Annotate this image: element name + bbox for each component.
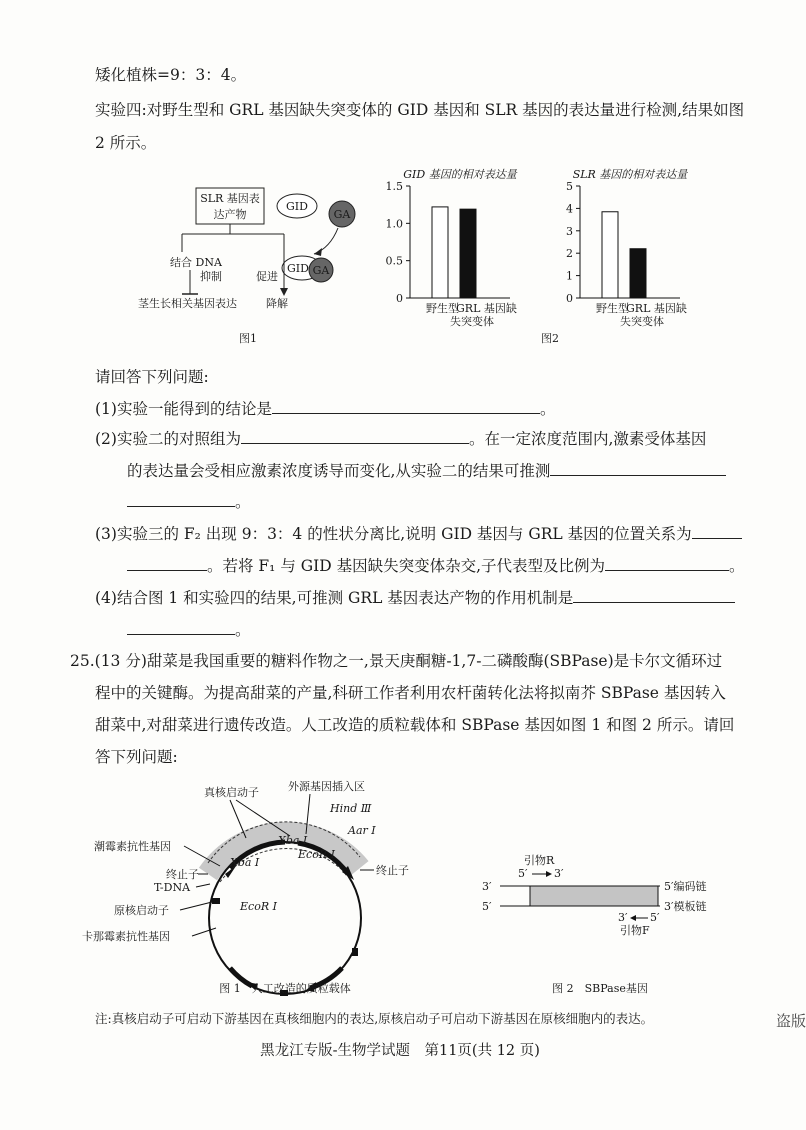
q1-text: (1)实验一能得到的结论是 [95,400,272,418]
q25-line-3: 甜菜中,对甜菜进行遗传改造。人工改造的质粒载体和 SBPase 基因如图 1 和图 2 所示。请回 [95,716,735,734]
chart-1-x-label-2: 失突变体 [620,315,664,328]
tdna-label: T-DNA [154,881,191,894]
ga-complex-label: GA [312,264,330,277]
q2-period: 。 [235,493,251,511]
template-strand-label: 3′模板链 [664,900,707,913]
q4-period: 。 [235,621,251,639]
q3-blank-2 [127,554,207,571]
gid-complex-label: GID [287,262,309,275]
q3-blank-1 [692,522,742,539]
caption-fig1: 图1 [239,332,257,345]
q1-line [95,397,555,420]
coding-strand-label: 5′编码链 [664,880,707,893]
slr-box-label-1: SLR 基因表 [200,192,260,205]
q2-text-b: 。在一定浓度范围内,激素受体基因 [468,430,707,448]
chart-0-x-label-0: 野生型 [426,302,459,315]
left-5p: 5′ [482,900,492,913]
xba-outer-label: Xba Ⅰ [230,856,260,869]
sbpase-gene-box [530,886,658,906]
q25-line-4: 答下列问题: [95,748,178,766]
inhibit-label: 抑制 [200,270,222,283]
q4-line-2 [127,618,251,641]
q4-blank-2 [127,618,235,635]
ga-label: GA [333,208,351,221]
chart-1-ytick-label: 5 [566,180,573,193]
note-line: 注:真核启动子可启动下游基因在真核细胞内的表达,原核启动子可启动下游基因在原核细胞内的表达。 [95,1011,654,1026]
pro-promoter-label: 原核启动子 [114,904,169,917]
figure-1-top [130,182,400,347]
q3-period: 。 [729,557,745,575]
promote-label: 促进 [256,270,278,283]
hyg-label: 潮霉素抗性基因 [94,840,171,853]
text-line-2: 实验四:对野生型和 GRL 基因缺失突变体的 GID 基因和 SLR 基因的表达量进行检测,结果如图 [95,101,745,119]
chart-0-bar-0 [432,207,448,298]
chart-0-x-label-2: 失突变体 [450,315,494,328]
left-3p: 3′ [482,880,492,893]
primer-f-3p: 3′ [618,911,628,924]
target-gene-label: 茎生长相关基因表达 [138,297,237,310]
ecor-inner-label: EcoR Ⅰ [298,848,335,861]
q2-line-2 [127,459,726,482]
q2-blank-1 [241,427,469,444]
xba-inner-label: Xba Ⅰ [278,834,308,847]
terminator-right-label: 终止子 [376,864,409,877]
kan-label: 卡那霉素抗性基因 [82,930,170,943]
primer-r-label: 引物R [524,854,555,867]
q4-text: (4)结合图 1 和实验四的结果,可推测 GRL 基因表达产物的作用机制是 [95,589,574,607]
text-line-1: 矮化植株=9：3：4。 [95,66,247,84]
insert-region-label: 外源基因插入区 [288,780,365,793]
caption-fig2: 图2 [541,332,559,345]
q4-blank-1 [573,586,735,603]
q3-blank-3 [605,554,729,571]
q1-period: 。 [539,400,556,418]
q3-text-b: 。若将 F₁ 与 GID 基因缺失突变体杂交,子代表型及比例为 [207,557,606,575]
chart-1-x-label-0: 野生型 [596,302,629,315]
q25-line-1: 25.(13 分)甜菜是我国重要的糖料作物之一,景天庚酮糖-1,7-二磷酸酶(SBPase)是卡尔文循环过 [70,652,723,670]
primer-f-label: 引物F [620,924,650,937]
q25-line-2: 程中的关键酶。为提高甜菜的产量,科研工作者利用农杆菌转化法将拟南芥 SBPase 基因转入 [95,684,726,702]
chart-1-title: SLR 基因的相对表达量 [572,168,688,181]
primer-r-3p: 3′ [554,867,564,880]
q3-text-a: (3)实验三的 F₂ 出现 9：3：4 的性状分离比,说明 GID 基因与 GRL 基因的位置关系为 [95,525,692,543]
q2-line-3 [127,490,251,513]
chart-0-ytick-label: 1.0 [385,217,403,231]
figure-plasmid-and-gene [80,778,740,1000]
chart-1-ytick-label: 4 [566,202,573,216]
hind-label: Hind Ⅲ [330,802,372,815]
caption-sbpase: 图 2 SBPase基因 [552,982,648,995]
euk-promoter-label: 真核启动子 [204,786,259,799]
aar-label: Aar Ⅰ [348,824,376,837]
q2-blank-3 [127,490,235,507]
q2-text-a: (2)实验二的对照组为 [95,430,241,448]
chart-1-ytick-label: 1 [566,269,573,283]
gid-label: GID [286,200,308,213]
chart-1-ytick-label: 3 [566,224,573,238]
primer-f-5p: 5′ [650,911,660,924]
caption-plasmid: 图 1 人工改造的质粒载体 [219,982,351,995]
q3-line-1 [95,522,742,545]
chart-1-x-label-1: GRL 基因缺 [626,302,687,315]
bind-dna-label: 结合 DNA [170,256,222,269]
edge-watermark: 盗版 [776,1012,806,1030]
ecor-outer-label: EcoR Ⅰ [240,900,277,913]
chart-1-bar-0 [602,212,618,298]
primer-r-5p: 5′ [518,867,528,880]
slr-box-label-2: 达产物 [213,208,247,221]
q4-line-1 [95,586,735,609]
q2-blank-2 [550,459,726,476]
chart-1-ytick-label: 0 [566,292,573,305]
chart-1-bar-1 [630,249,646,298]
page-footer: 黑龙江专版-生物学试题 第11页(共 12 页) [260,1043,540,1059]
chart-0-x-label-1: GRL 基因缺 [456,302,517,315]
chart-0-ytick-label: 0 [396,292,403,305]
chart-0-ytick-label: 1.5 [385,180,403,193]
q1-blank [272,397,540,414]
q2-line-1 [95,427,706,450]
chart-1-ytick-label: 2 [566,247,573,261]
q2-text-c: 的表达量会受相应激素浓度诱导而变化,从实验二的结果可推测 [127,462,551,480]
text-line-3: 2 所示。 [95,134,157,152]
terminator-left-label: 终止子 [166,868,199,881]
q3-line-2 [127,554,745,577]
chart-0-bar-1 [460,209,476,298]
chart-0-title: GID 基因的相对表达量 [403,168,517,181]
ask-line: 请回答下列问题: [95,368,209,386]
chart-0-ytick-label: 0.5 [385,254,403,268]
degrade-label: 降解 [266,297,288,310]
figure-2-charts [380,162,720,347]
